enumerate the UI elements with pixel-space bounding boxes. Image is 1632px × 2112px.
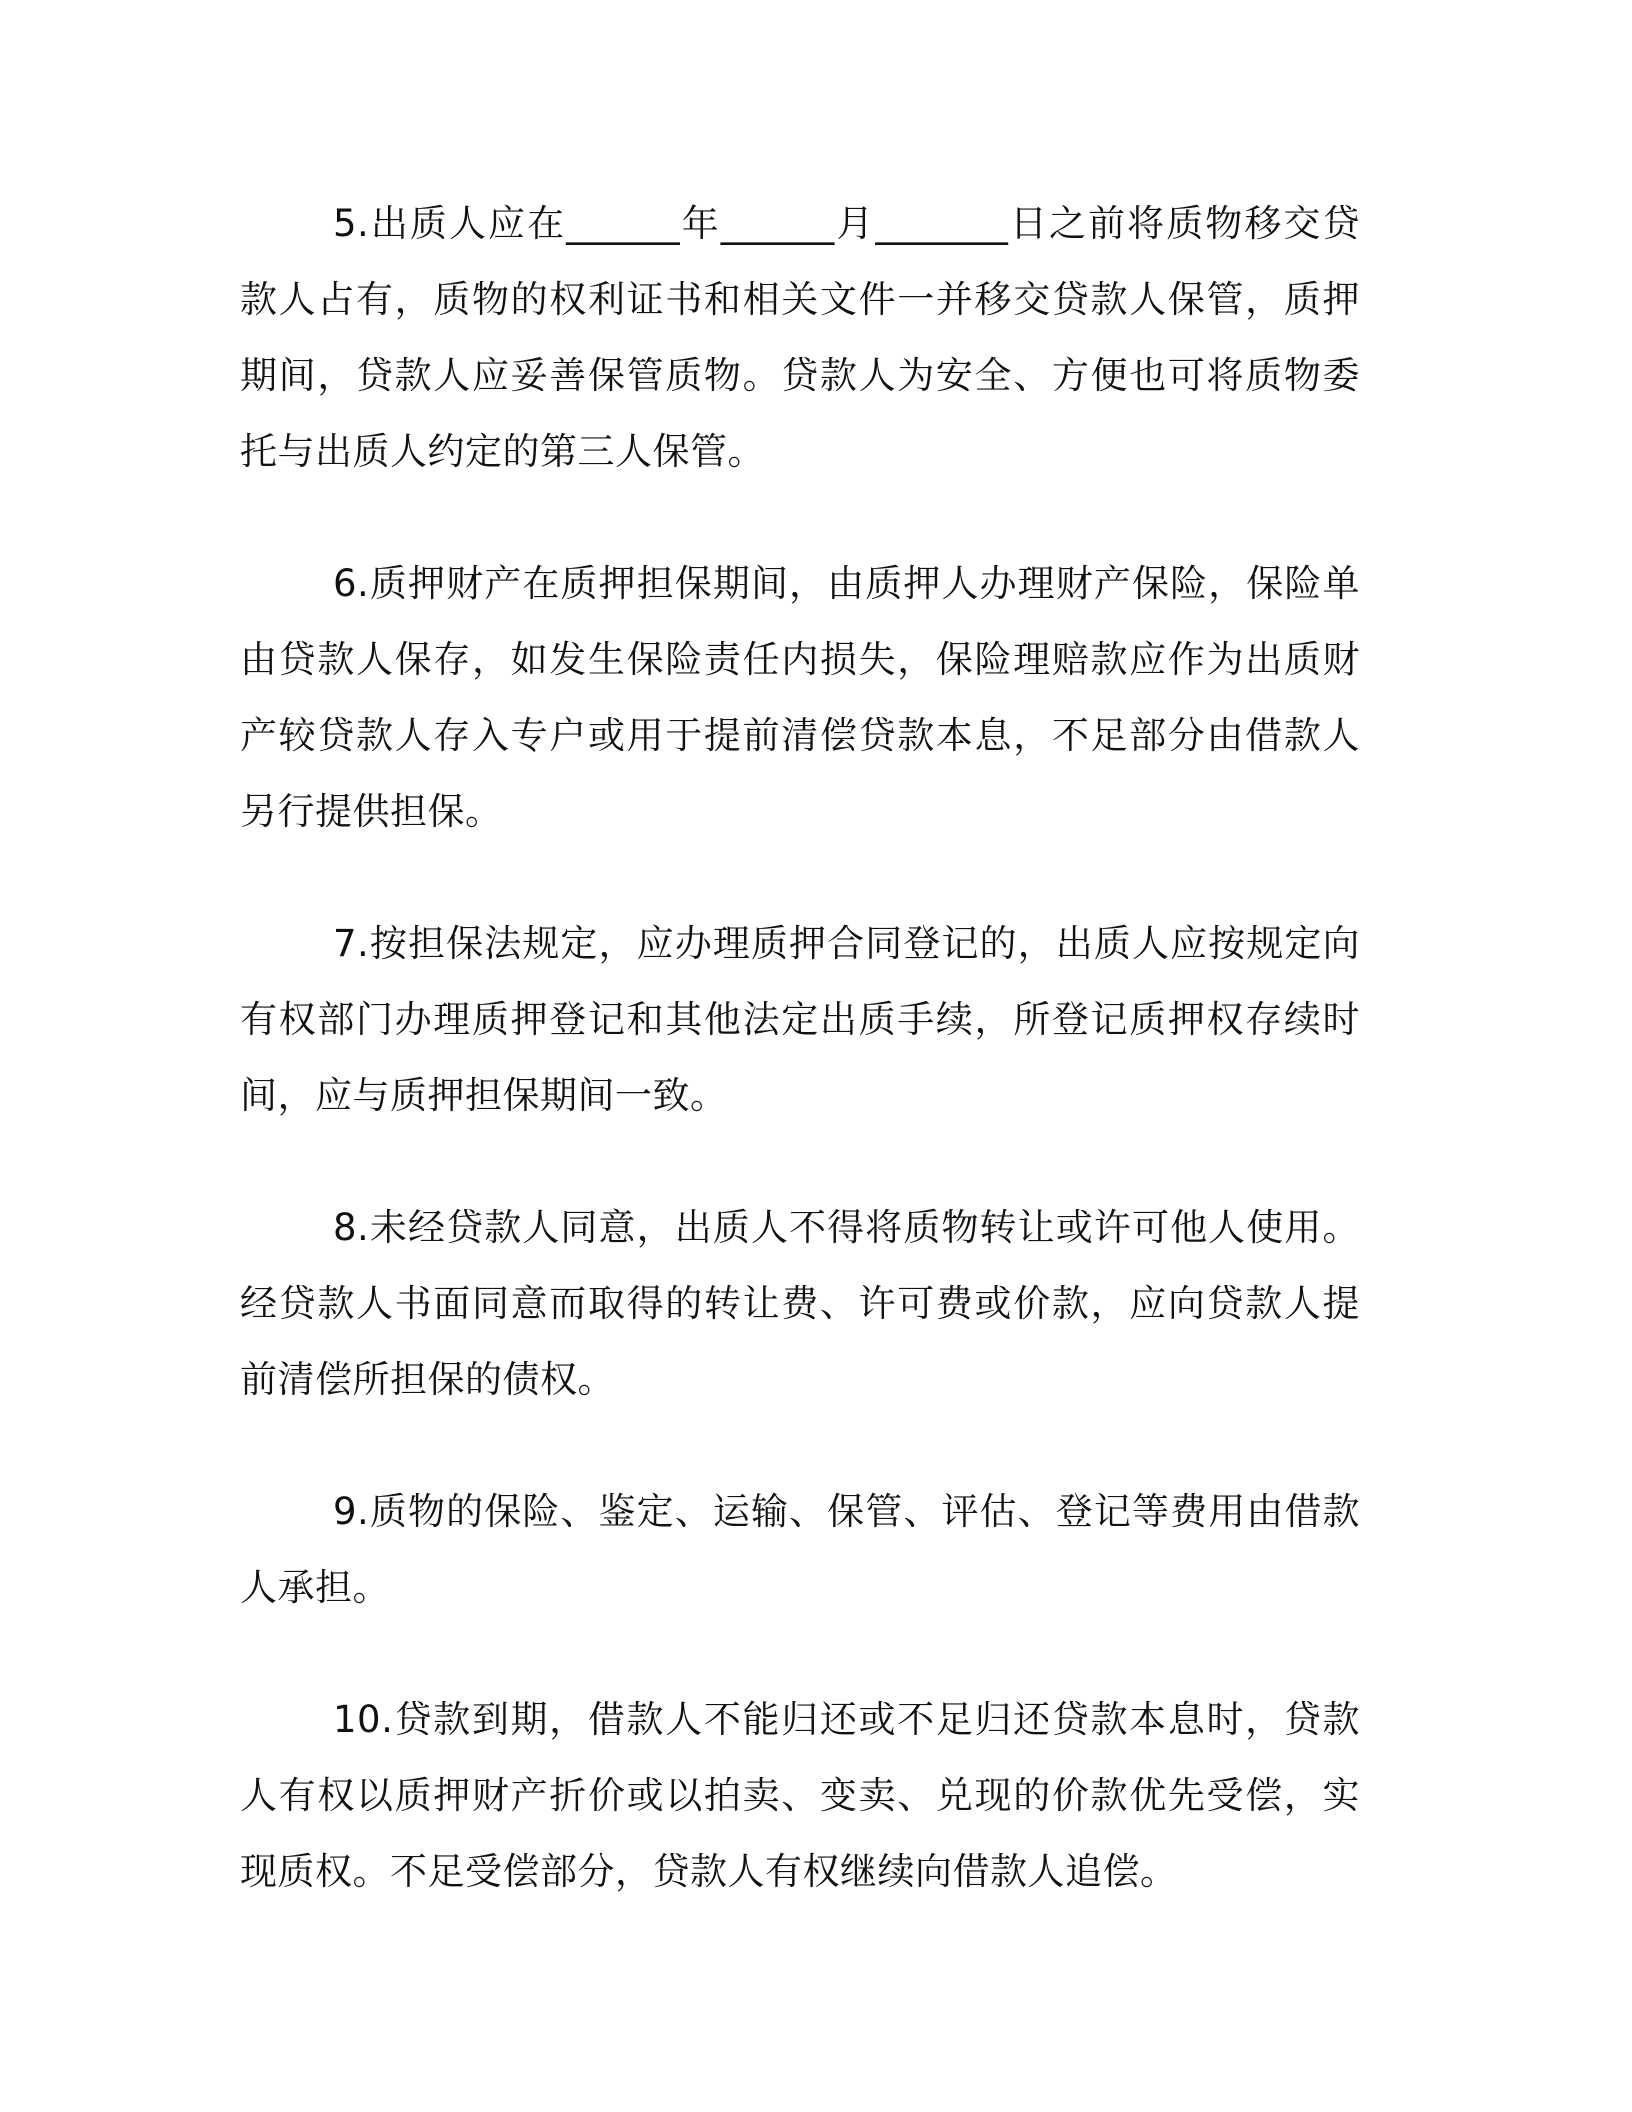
clause-6: 6.质押财产在质押担保期间，由质押人办理财产保险，保险单由贷款人保存，如发生保险责任内损失，保险理赔款应作为出质财产较贷款人存入专户或用于提前清偿贷款本息，不足部分由借款人另行提供担保。 [240, 562, 1360, 833]
clause-8: 8.未经贷款人同意，出质人不得将质物转让或许可他人使用。经贷款人书面同意而取得的转让费、许可费或价款，应向贷款人提前清偿所担保的债权。 [240, 1206, 1360, 1401]
document-body [240, 186, 1360, 1966]
clause-9: 9.质物的保险、鉴定、运输、保管、评估、登记等费用由借款人承担。 [240, 1490, 1360, 1609]
clause-7: 7.按担保法规定，应办理质押合同登记的，出质人应按规定向有权部门办理质押登记和其他法定出质手续，所登记质押权存续时间，应与质押担保期间一致。 [240, 922, 1360, 1117]
clause-10: 10.贷款到期，借款人不能归还或不足归还贷款本息时，贷款人有权以质押财产折价或以拍卖、变卖、兑现的价款优先受偿，实现质权。不足受偿部分，贷款人有权继续向借款人追偿。 [240, 1698, 1360, 1893]
clause-5: 5.出质人应在______年______月_______日之前将质物移交贷款人占有，质物的权利证书和相关文件一并移交贷款人保管，质押期间，贷款人应妥善保管质物。贷款人为安全、方便也可将质物委托与出质人约定的第三人保管。 [240, 202, 1360, 473]
